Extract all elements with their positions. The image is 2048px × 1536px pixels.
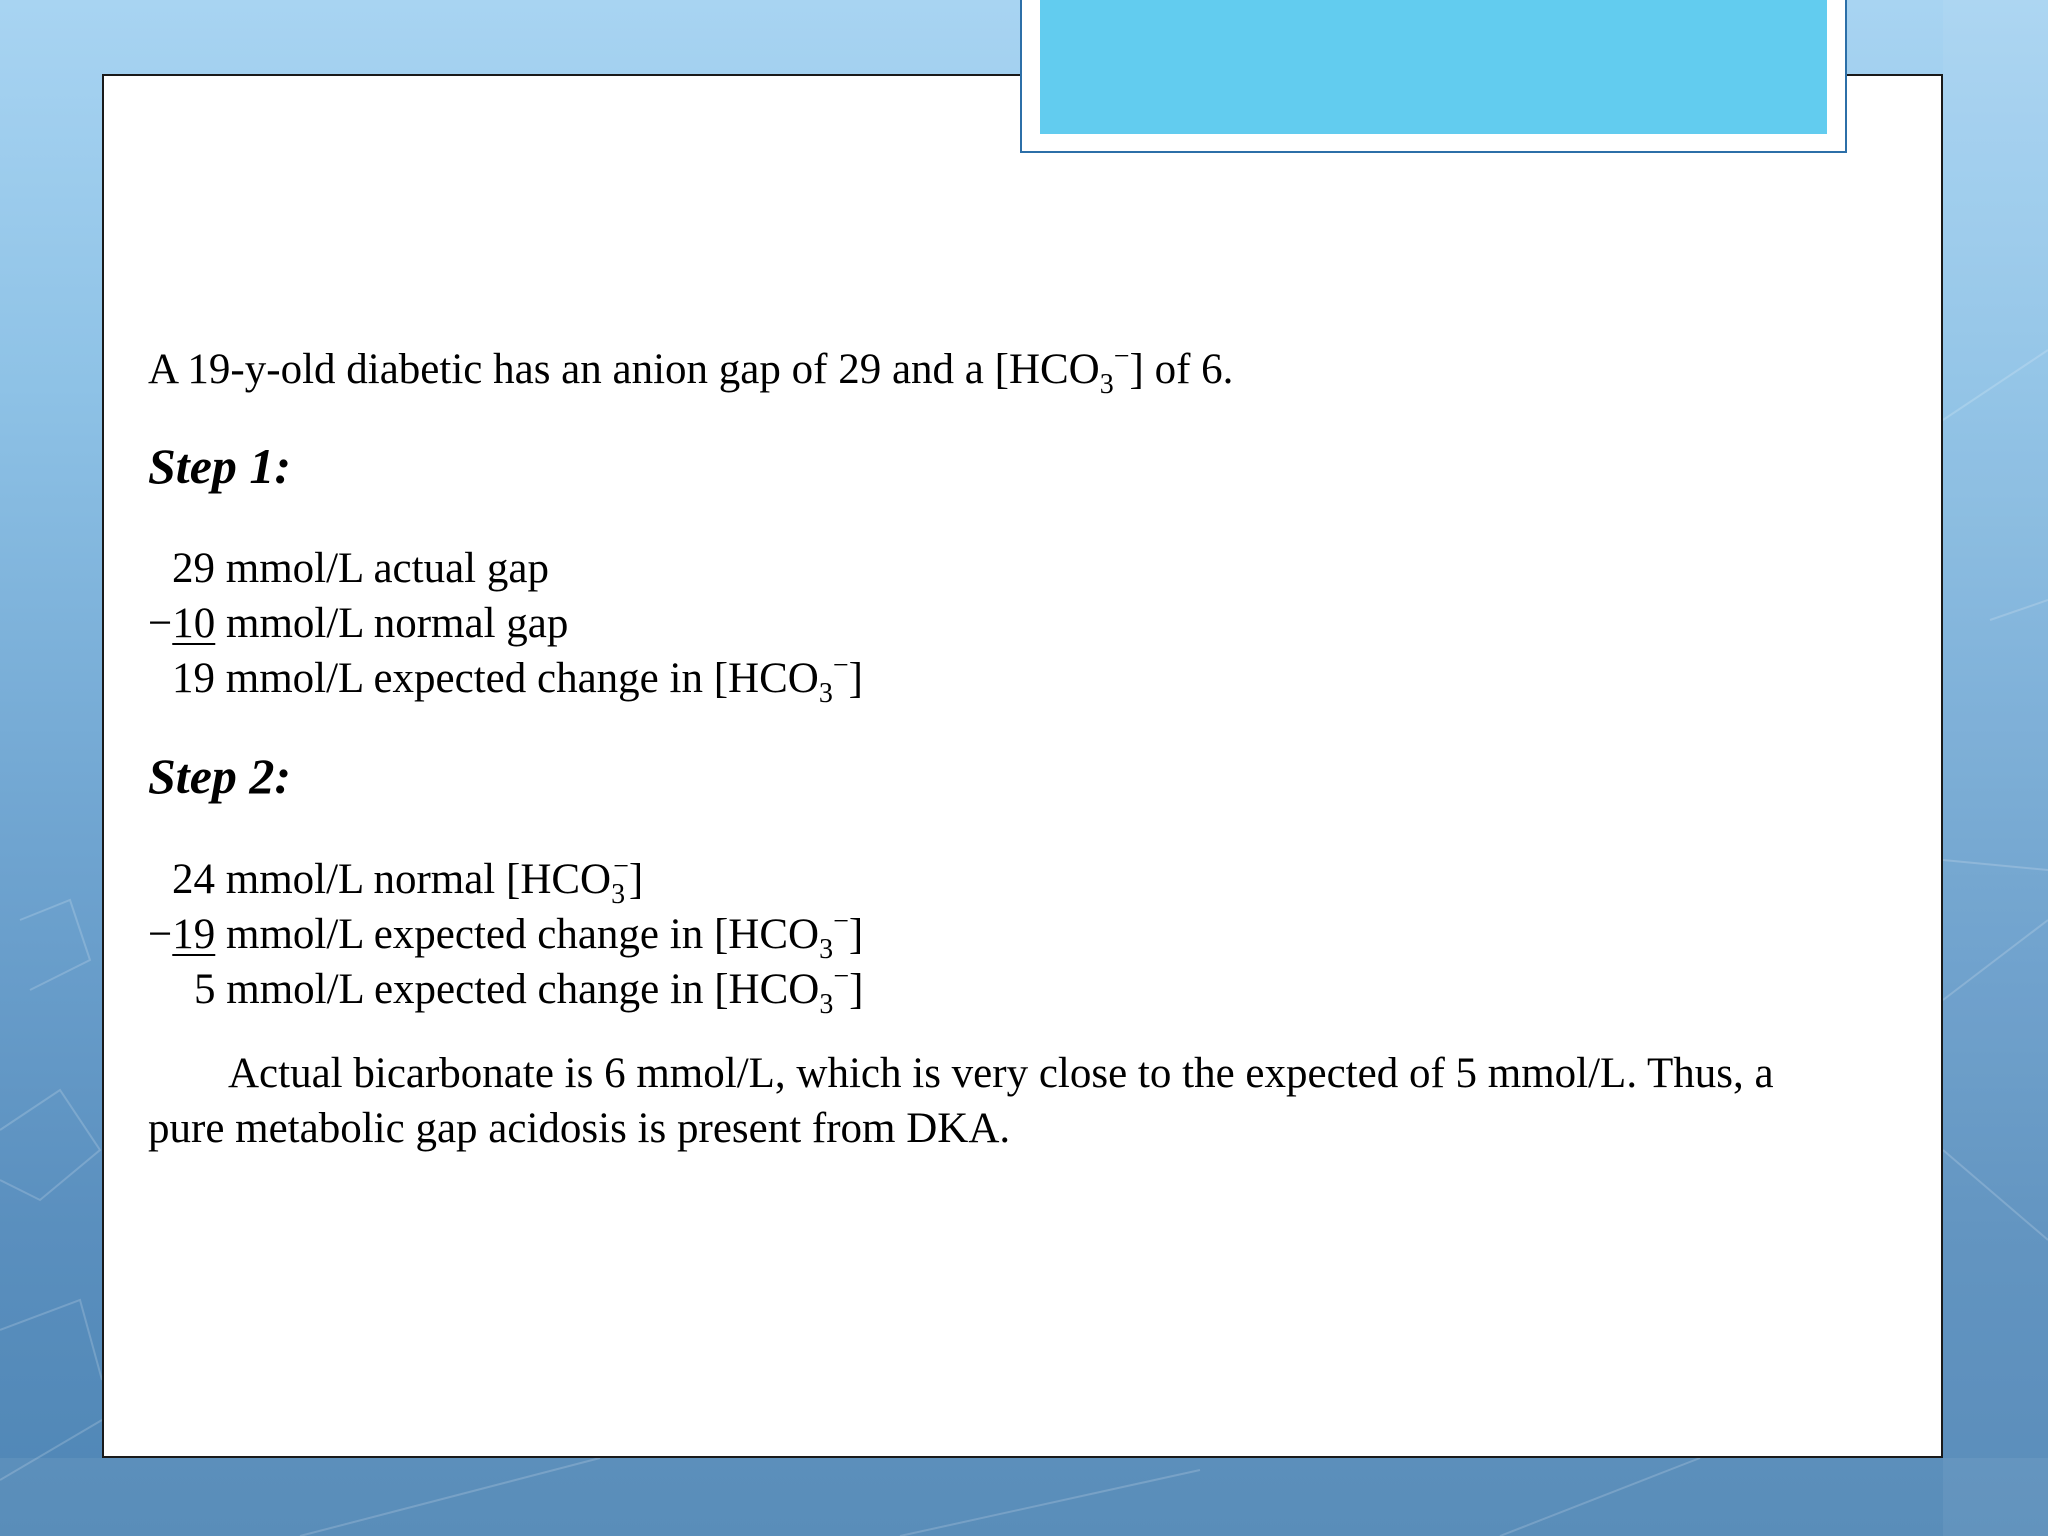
conclusion-text: Actual bicarbonate is 6 mmol/L, which is very close to the expected of 5 mmol/L. Thus, a pure metabolic gap acidosis is present from DKA. — [148, 1050, 1774, 1152]
step1-line3-num: 19 — [172, 655, 215, 702]
intro-suffix: ] of 6. — [1129, 346, 1234, 393]
step1-line3-subscript: 3 — [818, 678, 833, 709]
step1-line3-close: ] — [848, 655, 863, 702]
step2-line2 — [148, 906, 864, 965]
step2-line2-subscript: 3 — [819, 934, 834, 965]
step2-line3-subscript: 3 — [819, 989, 834, 1020]
step2-line2-minus: − — [148, 911, 173, 958]
step2-line1-num: 24 — [172, 856, 215, 903]
title-box — [1040, 0, 1827, 134]
step2-line3-num: 5 — [194, 966, 216, 1013]
step2-line2-superscript: − — [833, 906, 849, 937]
intro-line — [148, 341, 1234, 400]
intro-superscript: − — [1113, 341, 1130, 372]
step2-line2-num: 19 — [172, 911, 216, 958]
step1-line2-minus: − — [148, 600, 173, 647]
step2-line1-text: mmol/L normal [HCO — [215, 856, 612, 903]
step1-line1-text: mmol/L actual gap — [215, 545, 549, 592]
step2-line3-text: mmol/L expected change in [HCO — [215, 966, 820, 1013]
step2-heading: Step 2: — [148, 748, 292, 804]
intro-subscript: 3 — [1099, 369, 1114, 400]
conclusion-paragraph — [148, 1046, 1848, 1156]
step2-line1-subscript: 3 — [611, 879, 626, 910]
step1-line1 — [172, 544, 549, 594]
step2-line1-superscript: − — [613, 851, 629, 882]
step2-line2-close: ] — [848, 911, 864, 958]
step2-line1-close: ] — [628, 856, 644, 903]
intro-prefix: A 19-y-old diabetic has an anion gap of 29 and a [HCO — [148, 346, 1100, 393]
step2-line3-close: ] — [849, 966, 864, 1013]
step1-heading: Step 1: — [148, 438, 292, 494]
step2-line1 — [172, 851, 644, 910]
step2-line2-text: mmol/L expected change in [HCO — [215, 911, 820, 958]
step1-line2-text: mmol/L normal gap — [215, 600, 569, 647]
step1-line2 — [148, 599, 568, 649]
step1-line3-text: mmol/L expected change in [HCO — [215, 655, 819, 702]
step1-line1-num: 29 — [172, 545, 215, 592]
step1-line2-num: 10 — [172, 600, 216, 647]
step2-line3 — [194, 961, 864, 1020]
step1-line3 — [172, 650, 863, 709]
slide-content-frame — [102, 74, 1943, 1458]
step1-line3-superscript: − — [832, 650, 849, 681]
step2-line3-superscript: − — [833, 961, 850, 992]
